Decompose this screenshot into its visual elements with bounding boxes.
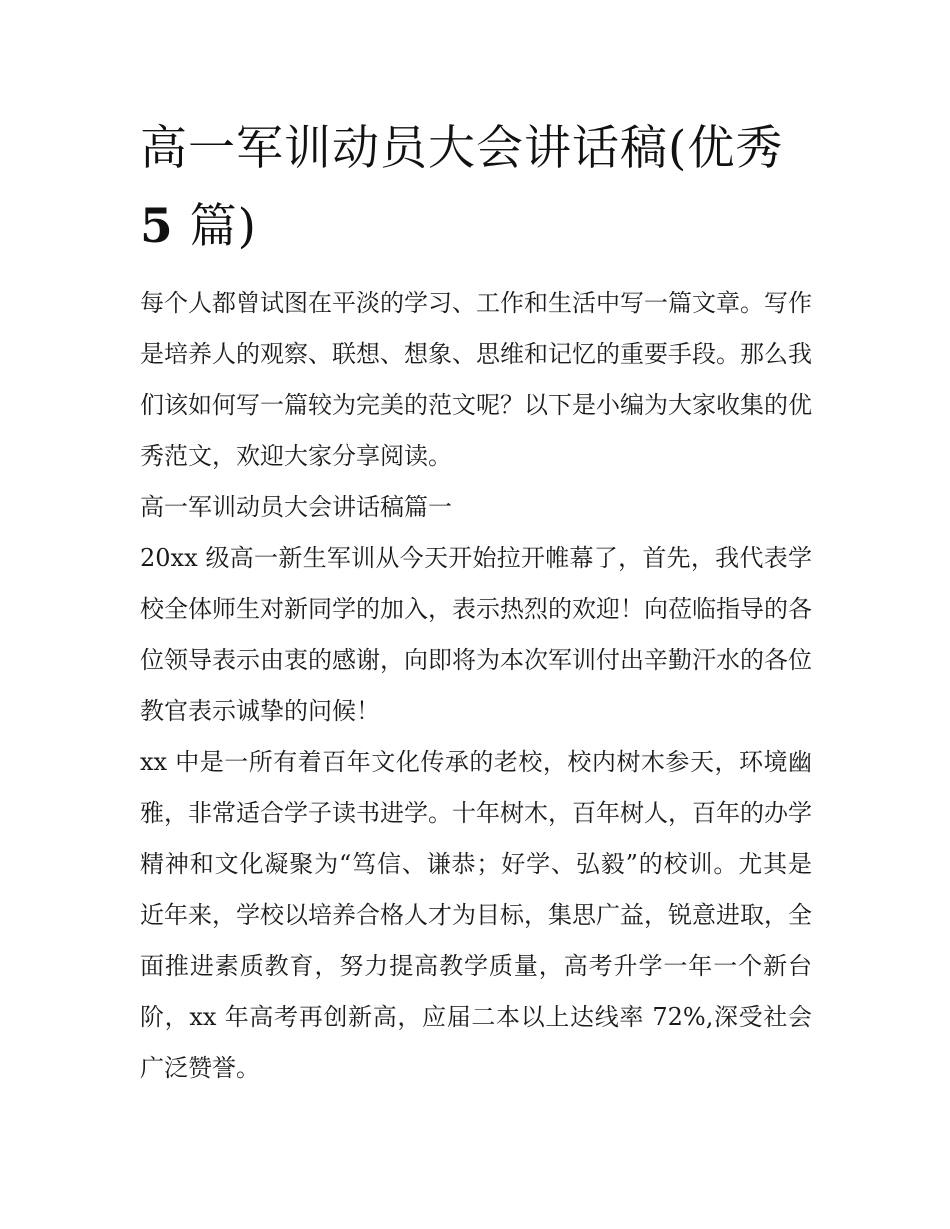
section-heading: 高一军训动员大会讲话稿篇一 [140, 493, 452, 521]
body-paragraph-1: 20xx 级高一新生军训从今天开始拉开帷幕了，首先，我代表学校全体师生对新同学的加入，表示热烈的欢迎！向莅临指导的各位领导表示由衷的感谢，向即将为本次军训付出辛勤汗水的各位教官表示诚挚的问候！ [140, 544, 812, 725]
document-body [140, 110, 812, 1094]
title-line-1: 高一军训动员大会讲话稿(优秀 [140, 121, 784, 176]
intro-paragraph: 每个人都曾试图在平淡的学习、工作和生活中写一篇文章。写作是培养人的观察、联想、想象、思维和记忆的重要手段。那么我们该如何写一篇较为完美的范文呢？以下是小编为大家收集的优秀范文，欢迎大家分享阅读。 [140, 289, 812, 470]
title-line-2: 篇) [173, 199, 257, 254]
body-paragraph-2: xx 中是一所有着百年文化传承的老校，校内树木参天，环境幽雅，非常适合学子读书进学。十年树木，百年树人，百年的办学精神和文化凝聚为“笃信、谦恭；好学、弘毅”的校训。尤其是近年来，学校以培养合格人才为目标，集思广益，锐意进取，全面推进素质教育，努力提高教学质量，高考升学一年一个新台阶，xx 年高考再创新高，应届二本以上达线率 72%,深受社会广泛赞誉。 [140, 748, 812, 1082]
title-number: 5 [140, 199, 174, 254]
document-title [140, 110, 812, 266]
